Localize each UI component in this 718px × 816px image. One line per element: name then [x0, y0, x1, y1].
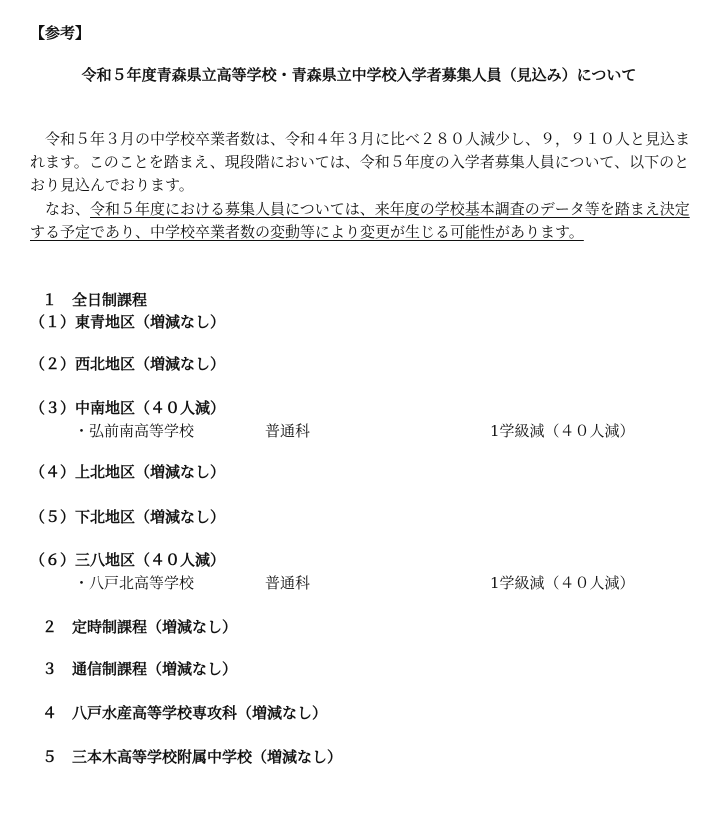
- area-seihoku: （２）西北地区（増減なし）: [30, 355, 226, 373]
- area-shimokita: （５）下北地区（増減なし）: [30, 508, 226, 526]
- school-name: ・弘前南高等学校: [74, 422, 195, 440]
- notice-lead: なお、: [45, 200, 91, 218]
- section-parttime: ２ 定時制課程（増減なし）: [42, 618, 238, 636]
- section-correspondence: ３ 通信制課程（増減なし）: [42, 660, 238, 678]
- section-hachinohe-fisheries: ４ 八戸水産高等学校専攻科（増減なし）: [42, 704, 328, 722]
- document-title: 令和５年度青森県立高等学校・青森県立中学校入学者募集人員（見込み）について: [81, 66, 637, 84]
- reference-label: 【参考】: [30, 24, 91, 42]
- school-course: 普通科: [265, 422, 311, 440]
- school-course: 普通科: [265, 574, 311, 592]
- school-name: ・八戸北高等学校: [74, 574, 195, 592]
- area-chunan: （３）中南地区（４０人減）: [30, 399, 226, 417]
- school-change: 1学級減（４０人減）: [490, 574, 635, 592]
- area-toao: （１）東青地区（増減なし）: [30, 313, 226, 331]
- section-fulltime: １ 全日制課程: [42, 291, 148, 309]
- school-change: 1学級減（４０人減）: [490, 422, 635, 440]
- intro-paragraph: 令和５年３月の中学校卒業者数は、令和４年３月に比べ２８０人減少し、９，９１０人と見込まれます。このことを踏まえ、現段階においては、令和５年度の入学者募集人員について、以下のとおり見込んでおります。: [30, 130, 691, 194]
- notice-underlined-text: 令和５年度における募集人員については、来年度の学校基本調査のデータ等を踏まえ決定する予定であり、中学校卒業者数の変動等により変更が生じる可能性があります。: [30, 200, 690, 241]
- area-kamikita: （４）上北地区（増減なし）: [30, 463, 226, 481]
- area-sanpachi: （６）三八地区（４０人減）: [30, 551, 226, 569]
- section-sanbongi-junior-high: ５ 三本木高等学校附属中学校（増減なし）: [42, 748, 343, 766]
- notice-paragraph: [30, 198, 692, 244]
